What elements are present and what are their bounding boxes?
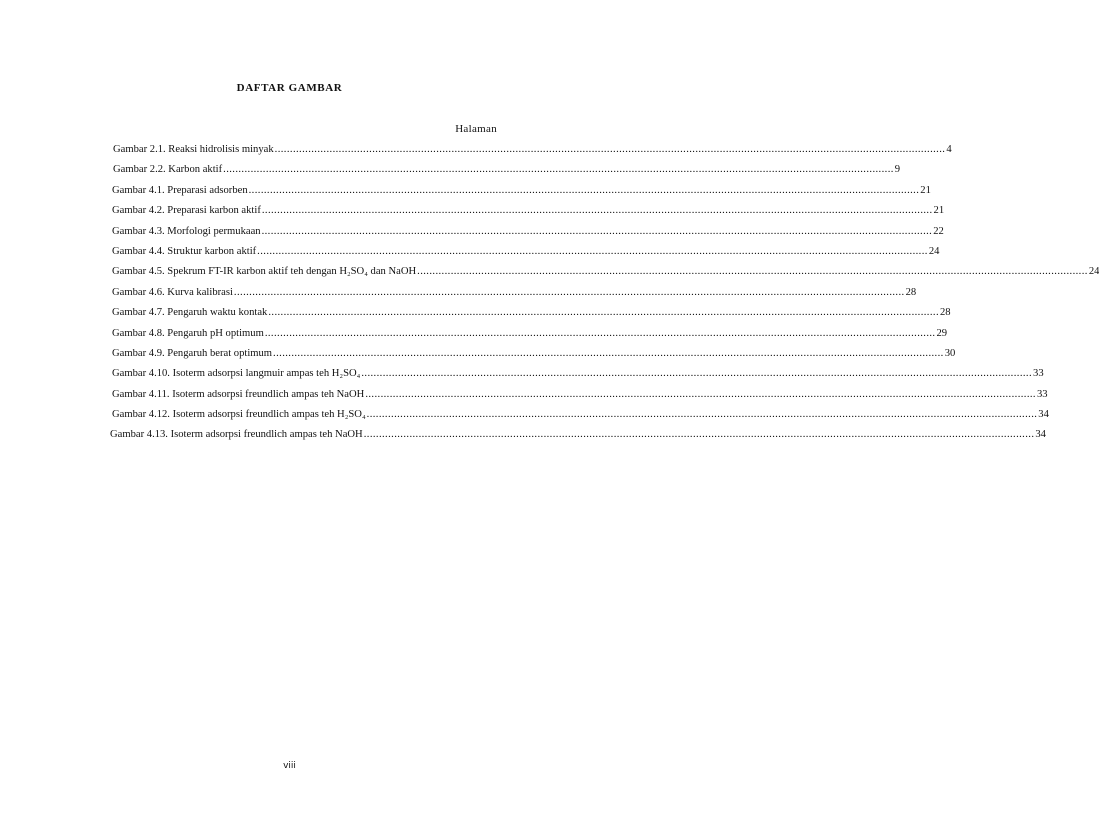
figure-entry[interactable] [110,225,944,246]
figure-entry-page: 30 [944,347,956,359]
dot-leader: ............................................................................................................................................................................................................................ [363,429,1035,441]
dot-leader: ............................................................................................................................................................................................................................ [365,388,1036,400]
figure-entry[interactable] [110,266,1099,286]
dot-leader: ............................................................................................................................................................................................................................ [261,205,933,217]
figure-entry-label: Gambar 4.10. Isoterm adsorpsi langmuir ampas teh H₂SO₄ [112,368,361,380]
figure-entry-page: 34 [1035,429,1046,441]
dot-leader: ............................................................................................................................................................................................................................ [264,327,936,339]
figure-entry-page: 22 [933,225,944,237]
figure-entry[interactable] [110,286,917,307]
dot-leader: ............................................................................................................................................................................................................................ [248,184,920,196]
figure-entry[interactable] [110,388,1048,409]
dot-leader: ............................................................................................................................................................................................................................ [361,368,1033,380]
figure-entry-label: Gambar 4.3. Morfologi permukaan [112,225,261,237]
figure-entry[interactable] [110,307,951,327]
figure-entry[interactable] [110,327,948,348]
figure-entry-label: Gambar 4.5. Spekrum FT-IR karbon aktif teh dengan H₂SO₄ dan NaOH [112,266,417,278]
dot-leader: ............................................................................................................................................................................................................................ [261,225,933,237]
figure-entry-label: Gambar 4.7. Pengaruh waktu kontak [112,307,268,319]
figure-entry[interactable] [110,144,952,164]
figure-entry-page: 29 [936,327,948,339]
dot-leader: ............................................................................................................................................................................................................................ [417,266,1088,278]
figure-entry[interactable] [110,184,931,205]
figure-entry-page: 24 [1088,266,1099,278]
dot-leader: ............................................................................................................................................................................................................................ [268,307,939,319]
figure-entry-page: 4 [946,144,952,155]
figure-entry-page: 28 [905,286,917,298]
page-title: DAFTAR GAMBAR [236,82,343,94]
figure-list [110,144,1099,450]
figure-entry-label: Gambar 4.2. Preparasi karbon aktif [112,205,261,217]
figure-entry-page: 33 [1036,388,1048,400]
figure-entry-label: Gambar 4.13. Isoterm adsorpsi freundlich ampas teh NaOH [110,429,363,441]
figure-entry[interactable] [110,245,940,266]
figure-entry[interactable] [110,164,901,184]
figure-entry-page: 34 [1038,409,1049,421]
figure-entry-page: 21 [933,205,945,217]
figure-entry[interactable] [110,409,1049,429]
dot-leader: ............................................................................................................................................................................................................................ [273,347,944,359]
figure-entry[interactable] [110,205,945,225]
figure-entry-label: Gambar 2.2. Karbon aktif [113,164,223,176]
dot-leader: ............................................................................................................................................................................................................................ [274,144,946,155]
figure-entry-page: 24 [928,245,940,257]
figure-entry[interactable] [110,429,1046,449]
figure-entry-page: 28 [940,307,951,319]
figure-entry-label: Gambar 4.6. Kurva kalibrasi [112,286,233,298]
dot-leader: ............................................................................................................................................................................................................................ [233,286,905,298]
figure-entry-label: Gambar 2.1. Reaksi hidrolisis minyak [113,144,274,155]
page-column-header: Halaman [455,123,497,135]
figure-entry-label: Gambar 4.8. Pengaruh pH optimum [112,327,264,339]
figure-entry-label: Gambar 4.9. Pengaruh berat optimum [112,347,273,359]
figure-entry-page: 21 [920,184,931,196]
page-number: viii [283,761,296,771]
figure-entry-page: 33 [1033,368,1044,380]
figure-entry-label: Gambar 4.1. Preparasi adsorben [112,184,248,196]
figure-entry-page: 9 [894,164,901,176]
dot-leader: ............................................................................................................................................................................................................................ [223,164,894,176]
figure-entry[interactable] [110,368,1044,388]
figure-entry-label: Gambar 4.4. Struktur karbon aktif [112,245,257,257]
figure-entry[interactable] [110,347,956,368]
dot-leader: ............................................................................................................................................................................................................................ [366,409,1038,421]
figure-entry-label: Gambar 4.11. Isoterm adsorpsi freundlich ampas teh NaOH [112,388,365,400]
dot-leader: ............................................................................................................................................................................................................................ [257,245,928,257]
figure-entry-label: Gambar 4.12. Isoterm adsorpsi freundlich ampas teh H₂SO₄ [112,409,366,421]
